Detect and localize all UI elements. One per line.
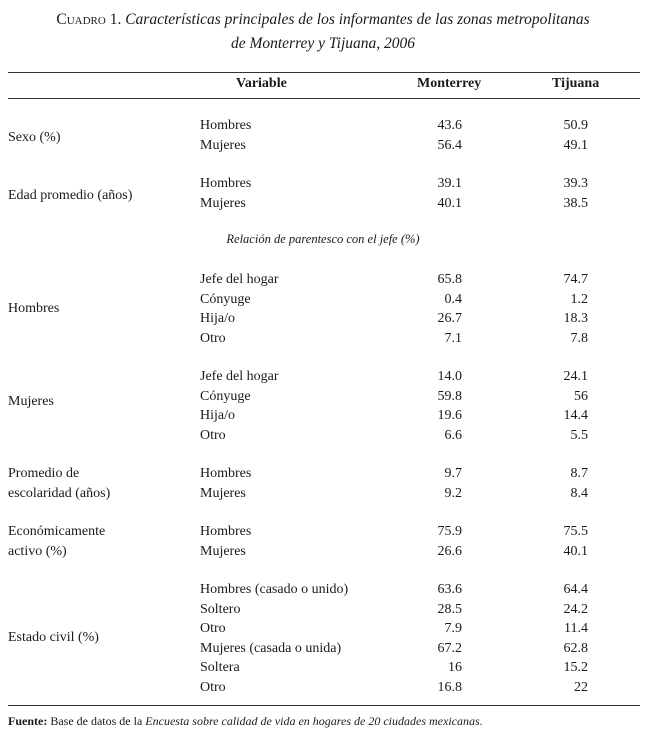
cell-tijuana: 11.4	[564, 621, 588, 636]
table-top-rule	[8, 72, 640, 73]
row-label: Hombres (casado o unido)	[200, 582, 349, 597]
row-label: Hombres	[200, 176, 252, 191]
row-label: Jefe del hogar	[200, 369, 279, 384]
row-label: Jefe del hogar	[200, 272, 279, 287]
footnote-label: Fuente:	[8, 714, 48, 728]
section-title-parentesco: Relación de parentesco con el jefe (%)	[226, 232, 420, 246]
row-label: Mujeres	[200, 137, 246, 153]
row-label: Mujeres	[200, 195, 246, 211]
cell-monterrey: 9.2	[444, 485, 462, 501]
caption-number: 1.	[109, 11, 122, 28]
cell-tijuana: 22	[574, 679, 588, 695]
cell-tijuana: 64.4	[563, 582, 588, 597]
row-label: Cónyuge	[200, 388, 251, 404]
cell-monterrey: 0.4	[444, 291, 462, 307]
table-caption	[0, 8, 646, 56]
cell-monterrey: 7.1	[444, 330, 462, 346]
header-variable: Variable	[236, 76, 287, 91]
cell-tijuana: 18.3	[563, 311, 588, 326]
cell-monterrey: 16.8	[437, 679, 462, 695]
header-tijuana: Tijuana	[552, 76, 600, 91]
group-label-civil: Estado civil (%)	[8, 630, 99, 645]
cell-tijuana: 62.8	[563, 640, 588, 656]
row-label: Mujeres	[200, 485, 246, 501]
cell-tijuana: 14.4	[563, 408, 588, 423]
cell-monterrey: 19.6	[437, 408, 462, 423]
cell-tijuana: 56	[574, 388, 588, 404]
cell-monterrey: 7.9	[444, 621, 462, 636]
cell-tijuana: 39.3	[563, 176, 588, 191]
row-label: Mujeres (casada o unida)	[200, 640, 342, 656]
footnote	[8, 714, 483, 729]
cell-tijuana: 24.1	[563, 369, 588, 384]
row-label: Otro	[200, 621, 226, 636]
cell-monterrey: 59.8	[437, 388, 462, 404]
cell-tijuana: 75.5	[563, 524, 588, 539]
cell-monterrey: 56.4	[437, 137, 462, 153]
row-label: Hija/o	[200, 408, 235, 423]
cell-monterrey: 39.1	[437, 176, 462, 191]
cell-monterrey: 67.2	[437, 640, 462, 656]
group-label-mujeres: Mujeres	[8, 394, 54, 409]
group-label-edad: Edad promedio (años)	[8, 188, 133, 203]
cell-tijuana: 49.1	[563, 137, 588, 153]
row-label: Hombres	[200, 118, 252, 133]
header-monterrey: Monterrey	[417, 76, 482, 91]
cell-tijuana: 8.4	[570, 485, 588, 501]
cell-tijuana: 1.2	[570, 291, 588, 307]
cell-monterrey: 28.5	[437, 601, 462, 617]
cell-monterrey: 26.7	[437, 311, 462, 326]
footnote-survey-title: Encuesta sobre calidad de vida en hogares de 20 ciudades mexicanas	[145, 714, 480, 728]
caption-title-2: de Monterrey y Tijuana, 2006	[230, 35, 416, 52]
table-header-rule	[8, 98, 640, 99]
group-label-sexo: Sexo (%)	[8, 130, 61, 145]
cell-tijuana: 38.5	[563, 195, 588, 211]
footnote-end: .	[479, 714, 483, 728]
cell-tijuana: 15.2	[563, 660, 588, 675]
row-label: Otro	[200, 679, 226, 695]
row-label: Mujeres	[200, 543, 246, 559]
cell-tijuana: 24.2	[563, 601, 588, 617]
cell-monterrey: 6.6	[444, 427, 462, 443]
footnote-text: Base de datos de la	[50, 714, 143, 728]
cell-monterrey: 14.0	[437, 369, 462, 384]
cell-monterrey: 63.6	[437, 582, 462, 597]
table-bottom-rule	[8, 705, 640, 706]
row-label: Hombres	[200, 524, 252, 539]
group-label-escolaridad-2: escolaridad (años)	[8, 485, 111, 501]
row-label: Soltero	[200, 601, 241, 617]
row-label: Otro	[200, 427, 226, 443]
row-label: Cónyuge	[200, 291, 251, 307]
row-label: Hombres	[200, 466, 252, 481]
cell-monterrey: 65.8	[437, 272, 462, 287]
cell-tijuana: 40.1	[563, 543, 588, 559]
cell-tijuana: 7.8	[570, 330, 588, 346]
caption-title-1: Características principales de los informantes de las zonas metropolitanas	[125, 11, 590, 28]
cell-monterrey: 75.9	[437, 524, 462, 539]
group-label-escolaridad-1: Promedio de	[8, 466, 80, 481]
row-label: Otro	[200, 330, 226, 346]
cell-tijuana: 74.7	[563, 272, 588, 287]
cell-monterrey: 9.7	[444, 466, 462, 481]
group-label-economico-2: activo (%)	[8, 543, 67, 559]
group-label-hombres: Hombres	[8, 301, 60, 316]
group-label-economico-1: Económicamente	[8, 524, 106, 539]
cell-tijuana: 8.7	[570, 466, 588, 481]
row-label: Hija/o	[200, 311, 235, 326]
cell-monterrey: 43.6	[437, 118, 462, 133]
cell-monterrey: 26.6	[437, 543, 462, 559]
caption-line-1	[0, 8, 646, 32]
caption-label: Cuadro	[56, 11, 106, 28]
cell-tijuana: 50.9	[563, 118, 588, 133]
cell-tijuana: 5.5	[570, 427, 588, 443]
row-label: Soltera	[200, 660, 240, 675]
cell-monterrey: 40.1	[437, 195, 462, 211]
cell-monterrey: 16	[448, 660, 462, 675]
